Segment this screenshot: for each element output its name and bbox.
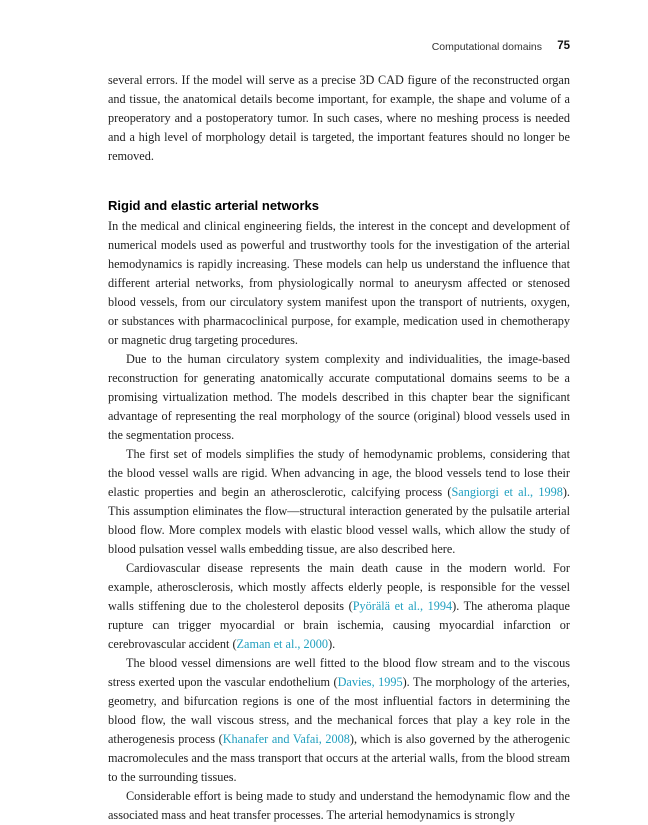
citation-sangiorgi[interactable]: Sangiorgi et al., 1998 <box>451 485 563 499</box>
paragraph-2: Due to the human circulatory system complexity and individualities, the image-based reconstruction for generating anatomically accurate computational domains seems to be a promising virtualization method. The models described in this chapter bear the significant advantage of representing the real morphology of the source (original) blood vessels used in the segmentation process. <box>108 352 570 442</box>
section-heading: Rigid and elastic arterial networks <box>108 198 319 213</box>
paragraph-5 <box>108 654 570 787</box>
paragraph-4-text-b: ). The atheroma plaque rupture can trigger myocardial or brain ischemia, causing myocardial infarction or cerebrovascular accident ( <box>108 599 570 651</box>
paragraph-5-text-b: ). The morphology of the arteries, geometry, and bifurcation regions is one of the most influential factors in determining the blood flow, the wall viscous stress, and the mechanical forces that play a key role in the atherogenesis process ( <box>108 675 570 746</box>
citation-zaman[interactable]: Zaman et al., 2000 <box>236 637 329 651</box>
paragraph-4-text-a: Cardiovascular disease represents the main death cause in the modern world. For example, atherosclerosis, which mostly affects elderly people, is responsible for the vessel walls stiffening due to the cholesterol deposits ( <box>108 561 570 613</box>
paragraph-5-text-a: The blood vessel dimensions are well fitted to the blood flow stream and to the viscous stress exerted upon the vascular endothelium ( <box>108 656 570 689</box>
paragraph-1: In the medical and clinical engineering fields, the interest in the concept and development of numerical models used as powerful and trustworthy tools for the investigation of the arterial hemodynamics is rapidly increasing. These models can help us understand the influence that different arterial networks, from physiologically normal to aneurysm affected or stenosed blood vessels, from our circulatory system manifest upon the transport of nutrients, oxygen, or substances with pharmacoclinical purpose, for example, medication used in chemotherapy or magnetic drug targeting procedures. <box>108 219 570 347</box>
citation-pyorala[interactable]: Pyörälä et al., 1994 <box>352 599 453 613</box>
chapter-title: Computational domains <box>431 41 542 53</box>
paragraph-6: Considerable effort is being made to study and understand the hemodynamic flow and the associated mass and heat transfer processes. The arterial hemodynamics is strongly <box>108 789 570 822</box>
paragraph-4-text-c: ). <box>328 637 336 651</box>
paragraph-5-text-c: ), which is also governed by the atherogenic macromolecules and the mass transport that occurs at the arterial walls, from the blood stream to the surrounding tissues. <box>108 732 570 784</box>
paragraph-3-text-a: The first set of models simplifies the study of hemodynamic problems, considering that the blood vessel walls are rigid. When advancing in age, the blood vessels tend to lose their elastic properties and begin an atherosclerotic, calcifying process ( <box>108 447 570 499</box>
paragraph-4 <box>108 559 570 654</box>
page-body <box>108 71 570 825</box>
paragraph-3-text-b: ). This assumption eliminates the flow—structural interaction generated by the pulsatile arterial blood flow. More complex models with elastic blood vessel walls, which allow the study of blood pulsation vessel walls embedding tissue, are also described here. <box>108 485 570 556</box>
page-number: 75 <box>557 40 570 52</box>
citation-davies[interactable]: Davies, 1995 <box>337 675 403 689</box>
paragraph-3 <box>108 445 570 559</box>
running-header <box>108 40 570 56</box>
intro-paragraph: several errors. If the model will serve as a precise 3D CAD figure of the reconstructed organ and tissue, the anatomical details become important, for example, the shape and volume of a preoperatory and a postoperatory tumor. In such cases, where no meshing process is needed and a high level of morphology detail is targeted, the important features should no longer be removed. <box>108 73 570 163</box>
citation-khanafer[interactable]: Khanafer and Vafai, 2008 <box>222 732 350 746</box>
